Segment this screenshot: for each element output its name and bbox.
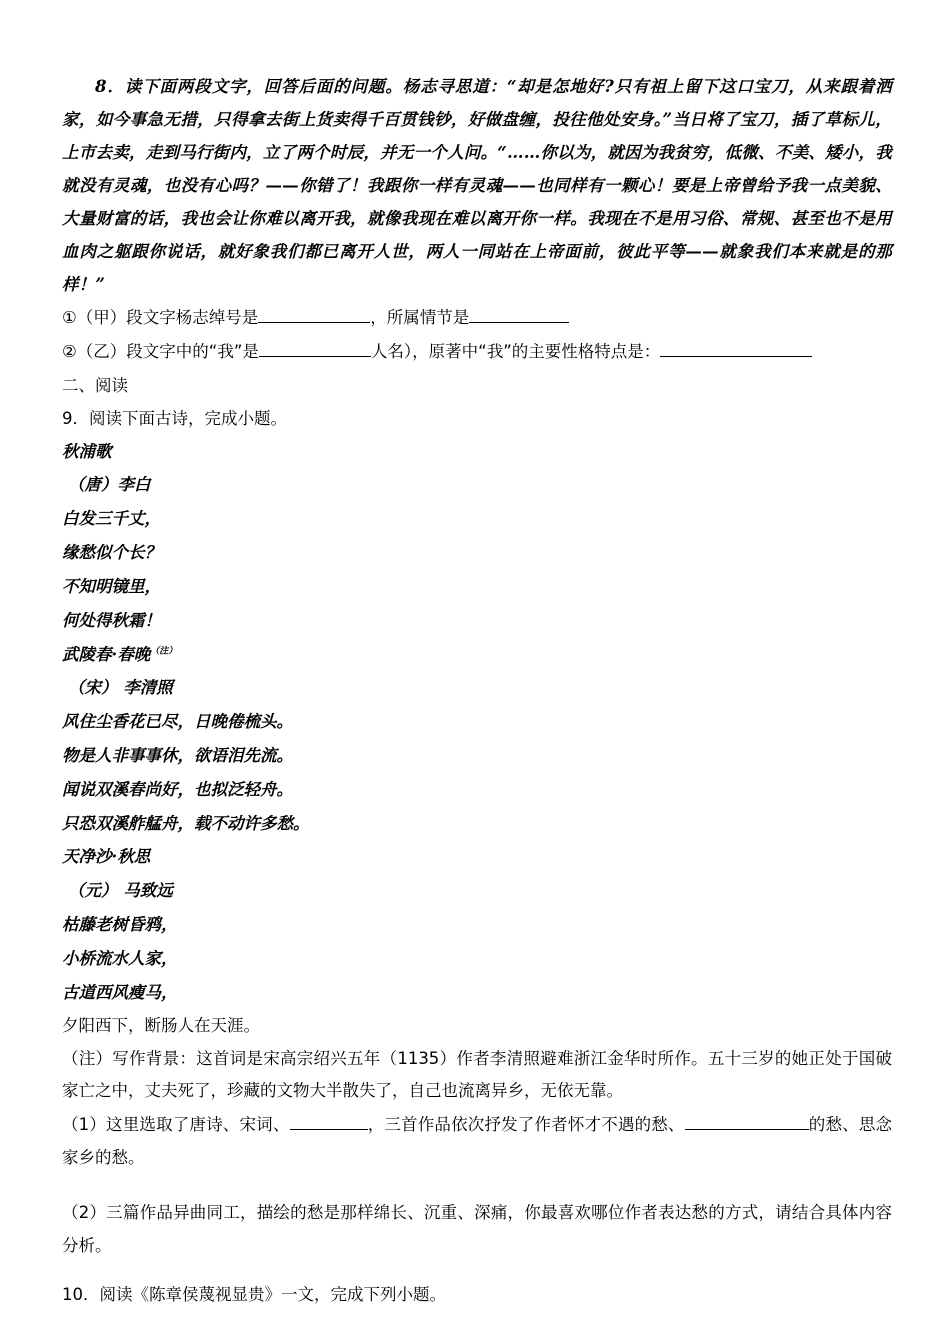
spacer (62, 1174, 892, 1196)
poem-3-author: （元） 马致远 (68, 881, 173, 901)
question-8-sub-2-mid: 人名），原著中“我”的主要性格特点是： (370, 341, 661, 361)
poem-3-line: 小桥流水人家， (62, 948, 178, 968)
question-8-sub-2 (62, 335, 892, 369)
question-9-stem-text: 阅读下面古诗，完成小题。 (89, 408, 287, 428)
poem-1-line: 不知明镜里， (62, 576, 161, 596)
poem-3-line: 古道西风瘦马， (62, 982, 178, 1002)
question-9-note: （注）写作背景：这首词是宋高宗绍兴五年（1135）作者李清照避难浙江金华时所作。五十三岁的她正处于国破家亡之中，丈夫死了，珍藏的文物大半散失了，自己也流离异乡，无依无靠。 (62, 1049, 892, 1101)
question-8-sub-2-prefix: ②（乙）段文字中的“我”是 (62, 341, 259, 361)
question-8-number: 8． (95, 77, 125, 96)
answer-blank[interactable] (660, 356, 812, 357)
poem-2-note-mark: （注） (150, 646, 178, 656)
answer-blank[interactable] (685, 1129, 809, 1130)
question-8-sub-1-prefix: ①（甲）段文字杨志绰号是 (62, 308, 259, 327)
poem-1-line: 何处得秋霜！ (62, 610, 161, 630)
poem-2-title (62, 638, 892, 672)
poem-1-line: 白发三千丈， (62, 509, 161, 529)
question-10 (62, 1278, 892, 1311)
answer-blank[interactable] (469, 322, 569, 323)
poem-3-line: 夕阳西下，断肠人在天涯。 (62, 1016, 260, 1036)
section-heading-2: 二、阅读 (62, 375, 128, 395)
poem-3-title: 天净沙·秋思 (62, 847, 151, 867)
poem-1-line: 缘愁似个长？ (62, 543, 161, 563)
poem-1-title: 秋浦歌 (62, 441, 112, 461)
answer-blank[interactable] (258, 322, 370, 323)
question-9-sub-1 (62, 1108, 892, 1174)
question-8 (62, 70, 892, 301)
question-8-sub-1-mid: ，所属情节是 (370, 308, 470, 327)
question-8-sub-1 (62, 301, 892, 335)
poem-2-line: 只恐双溪舴艋舟，载不动许多愁。 (62, 813, 310, 833)
poem-2-line: 物是人非事事休，欲语泪先流。 (62, 745, 293, 765)
poem-2-line: 风住尘香花已尽，日晚倦梳头。 (62, 712, 293, 732)
answer-blank[interactable] (259, 356, 371, 357)
question-9-stem (62, 402, 892, 435)
question-9-sub-2: （2）三篇作品异曲同工，描绘的愁是那样绵长、沉重、深痛，你最喜欢哪位作者表达愁的方式，请结合具体内容分析。 (62, 1202, 892, 1255)
question-9-sub-1-suffix: 的愁、思念家乡的愁。 (62, 1114, 893, 1167)
question-10-text: 阅读《陈章侯蔑视显贵》一文，完成下列小题。 (99, 1284, 446, 1304)
question-9-number: 9． (62, 408, 89, 428)
poem-2-line: 闻说双溪春尚好，也拟泛轻舟。 (62, 779, 293, 799)
question-9-sub-1-mid: ，三首作品依次抒发了作者怀才不遇的愁、 (367, 1114, 685, 1134)
poem-2-title-text: 武陵春·春晚 (62, 644, 151, 664)
poem-1-author: （唐）李白 (68, 475, 151, 495)
poem-2-author: （宋） 李清照 (68, 678, 173, 698)
question-8-body: 杨志寻思道：“却是怎地好?只有祖上留下这口宝刀，从来跟着洒家，如今事急无措，只得拿去街上货卖得千百贯钱钞，好做盘缠，投往他处安身。”当日将了宝刀，插了草标儿，上市去卖，走到马行街内，立了两个时辰，并无一个人问。“……你以为，就因为我贫穷，低微、不美、矮小，我就没有灵魂，也没有心吗？——你错了！我跟你一样有灵魂——也同样有一颗心！要是上帝曾给予我一点美貌、大量财富的话，我也会让你难以离开我，就像我现在难以离开你一样。我现在不是用习俗、常规、甚至也不是用血肉之躯跟你说话，就好象我们都已离开人世，两人一同站在上帝面前，彼此平等——就象我们本来就是的那样！” (62, 77, 892, 294)
poem-3-line: 枯藤老树昏鸦， (62, 915, 178, 934)
answer-blank[interactable] (290, 1129, 368, 1130)
question-8-text (62, 70, 892, 301)
question-10-number: 10． (62, 1284, 100, 1304)
question-9-sub-1-prefix: （1）这里选取了唐诗、宋词、 (62, 1114, 290, 1134)
question-8-stem: 读下面两段文字，回答后面的问题。 (124, 77, 403, 96)
